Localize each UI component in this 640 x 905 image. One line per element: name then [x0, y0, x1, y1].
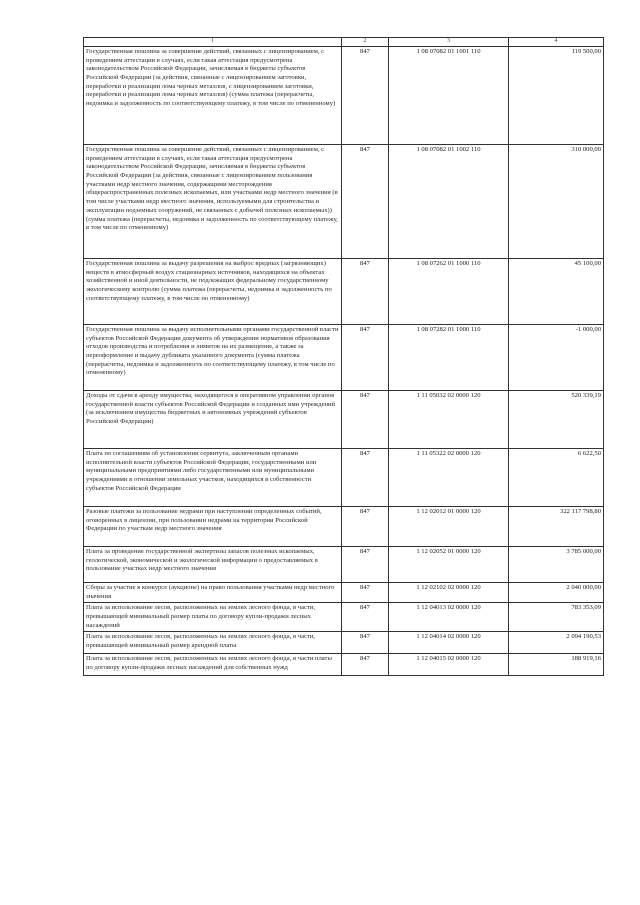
budget-classification-code-cell: 1 08 07082 01 1002 110 — [389, 144, 509, 258]
administrator-code-cell: 847 — [342, 654, 389, 676]
administrator-code-cell: 847 — [342, 144, 389, 258]
amount-cell: 6 622,50 — [509, 448, 604, 506]
amount-cell: 520 339,19 — [509, 390, 604, 448]
administrator-code-cell: 847 — [342, 258, 389, 324]
amount-cell: 45 100,00 — [509, 258, 604, 324]
administrator-code-cell: 847 — [342, 324, 389, 390]
amount-cell: 322 117 798,80 — [509, 506, 604, 546]
amount-cell: 2 040 000,00 — [509, 582, 604, 602]
table-row — [84, 582, 604, 602]
revenue-name-cell: Плата по соглашениям об установлении сервитута, заключенным органами исполнительной власти субъектов Российской Федерации, государственными или муниципальными предприятиями либо государственными или муниципальными учреждениями в отношении земельных участков, находящихся в собственности субъектов Российской Федерации — [84, 448, 342, 506]
revenue-name-cell: Разовые платежи за пользование недрами при наступлении определенных событий, оговоренных в лицензии, при пользовании недрами на территории Российской Федерации по участкам недр местного значения — [84, 506, 342, 546]
budget-classification-code-cell: 1 08 07262 01 1000 110 — [389, 258, 509, 324]
table-row — [84, 448, 604, 506]
administrator-code-cell: 847 — [342, 546, 389, 582]
revenue-name-cell: Сборы за участие в конкурсе (аукционе) на право пользования участками недр местного значения — [84, 582, 342, 602]
amount-cell: 783 353,09 — [509, 603, 604, 632]
budget-classification-code-cell: 1 11 05032 02 0000 120 — [389, 390, 509, 448]
column-header-4: 4 — [509, 38, 604, 47]
amount-cell: 3 785 000,00 — [509, 546, 604, 582]
column-header-2: 2 — [342, 38, 389, 47]
revenue-name-cell: Доходы от сдачи в аренду имущества, находящегося в оперативном управлении органов государственной власти субъектов Российской Федерации и созданных ими учреждений (за исключением имущества бюджетных и автономных учреждений субъектов Российской Федерации) — [84, 390, 342, 448]
amount-cell: 188 919,16 — [509, 654, 604, 676]
table-row — [84, 390, 604, 448]
column-header-3: 3 — [389, 38, 509, 47]
table-row — [84, 603, 604, 632]
administrator-code-cell: 847 — [342, 46, 389, 144]
budget-classification-code-cell: 1 11 05322 02 0000 120 — [389, 448, 509, 506]
amount-cell: 2 094 190,53 — [509, 632, 604, 654]
budget-classification-code-cell: 1 12 02012 01 0000 120 — [389, 506, 509, 546]
revenue-name-cell: Плата за проведение государственной экспертизы запасов полезных ископаемых, геологической, экономической и экологической информации о предоставляемых в пользование участках недр местного значения — [84, 546, 342, 582]
budget-revenue-table — [83, 37, 604, 676]
revenue-name-cell: Государственная пошлина за выдачу разрешения на выброс вредных (загрязняющих) веществ в атмосферный воздух стационарных источников, находящихся на объектах хозяйственной и иной деятельности, не подлежащих федеральному государственному экологическому контролю (сумма платежа (перерасчеты, недоимка и задолженность по соответствующему платежу, в том числе по отмененному) — [84, 258, 342, 324]
budget-classification-code-cell: 1 12 04014 02 0000 120 — [389, 632, 509, 654]
table-row — [84, 654, 604, 676]
column-header-1: 1 — [84, 38, 342, 47]
table-row — [84, 258, 604, 324]
revenue-name-cell: Государственная пошлина за выдачу исполнительными органами государственной власти субъектов Российской Федерации документа об утверждении нормативов образования отходов производства и потребления и лимитов на их размещение, а также за переоформление и выдачу дубликата указанного документа (сумма платежа (перерасчеты, недоимка и задолженность по соответствующему платежу, в том числе по отмененному) — [84, 324, 342, 390]
administrator-code-cell: 847 — [342, 582, 389, 602]
budget-classification-code-cell: 1 12 02052 01 0000 120 — [389, 546, 509, 582]
amount-cell: 310 000,00 — [509, 144, 604, 258]
administrator-code-cell: 847 — [342, 390, 389, 448]
table-row — [84, 144, 604, 258]
revenue-name-cell: Плата за использование лесов, расположенных на землях лесного фонда, в части платы по договору купли-продажи лесных насаждений для собственных нужд — [84, 654, 342, 676]
budget-classification-code-cell: 1 12 04015 02 0000 120 — [389, 654, 509, 676]
revenue-name-cell: Государственная пошлина за совершение действий, связанных с лицензированием, с проведением аттестации в случаях, если такая аттестация предусмотрена законодательством Российской Федерации, зачисляемая в бюджеты субъектов Российской Федерации (за действия, связанные с лицензированием заготовки, переработки и реализации лома черных металлов, с лицензированием заготовки, переработки и реализации лома черных металлов) (сумма платежа (перерасчеты, недоимка и задолженность по соответствующему платежу, в том числе по отмененному) — [84, 46, 342, 144]
revenue-name-cell: Плата за использование лесов, расположенных на землях лесного фонда, в части, превышающей минимальный размер арендной платы — [84, 632, 342, 654]
amount-cell: 119 500,00 — [509, 46, 604, 144]
administrator-code-cell: 847 — [342, 506, 389, 546]
budget-classification-code-cell: 1 12 04013 02 0000 120 — [389, 603, 509, 632]
table-row — [84, 324, 604, 390]
table-row — [84, 46, 604, 144]
budget-classification-code-cell: 1 08 07082 01 1001 110 — [389, 46, 509, 144]
revenue-name-cell: Плата за использование лесов, расположенных на землях лесного фонда, в части, превышающей минимальный размер платы по договору купли-продажи лесных насаждений — [84, 603, 342, 632]
table-row — [84, 506, 604, 546]
table-row — [84, 546, 604, 582]
administrator-code-cell: 847 — [342, 632, 389, 654]
budget-classification-code-cell: 1 08 07282 01 1000 110 — [389, 324, 509, 390]
amount-cell: -1 000,00 — [509, 324, 604, 390]
administrator-code-cell: 847 — [342, 448, 389, 506]
revenue-name-cell: Государственная пошлина за совершение действий, связанных с лицензированием, с проведением аттестации в случаях, если такая аттестация предусмотрена законодательством Российской Федерации, зачисляемая в бюджеты субъектов Российской Федерации (за действия, связанные с лицензированием пользования участками недр местного значения, содержащими месторождения общераспространенных полезных ископаемых, или участками недр местного значения (в том числе участками недр местного значения, используемыми для строительства и эксплуатации подземных сооружений, не связанных с добычей полезных ископаемых)) (сумма платежа (перерасчеты, недоимка и задолженность по соответствующему платежу, в том числе по отмененному) — [84, 144, 342, 258]
table-header-row — [84, 38, 604, 47]
table-row — [84, 632, 604, 654]
administrator-code-cell: 847 — [342, 603, 389, 632]
budget-classification-code-cell: 1 12 02102 02 0000 120 — [389, 582, 509, 602]
